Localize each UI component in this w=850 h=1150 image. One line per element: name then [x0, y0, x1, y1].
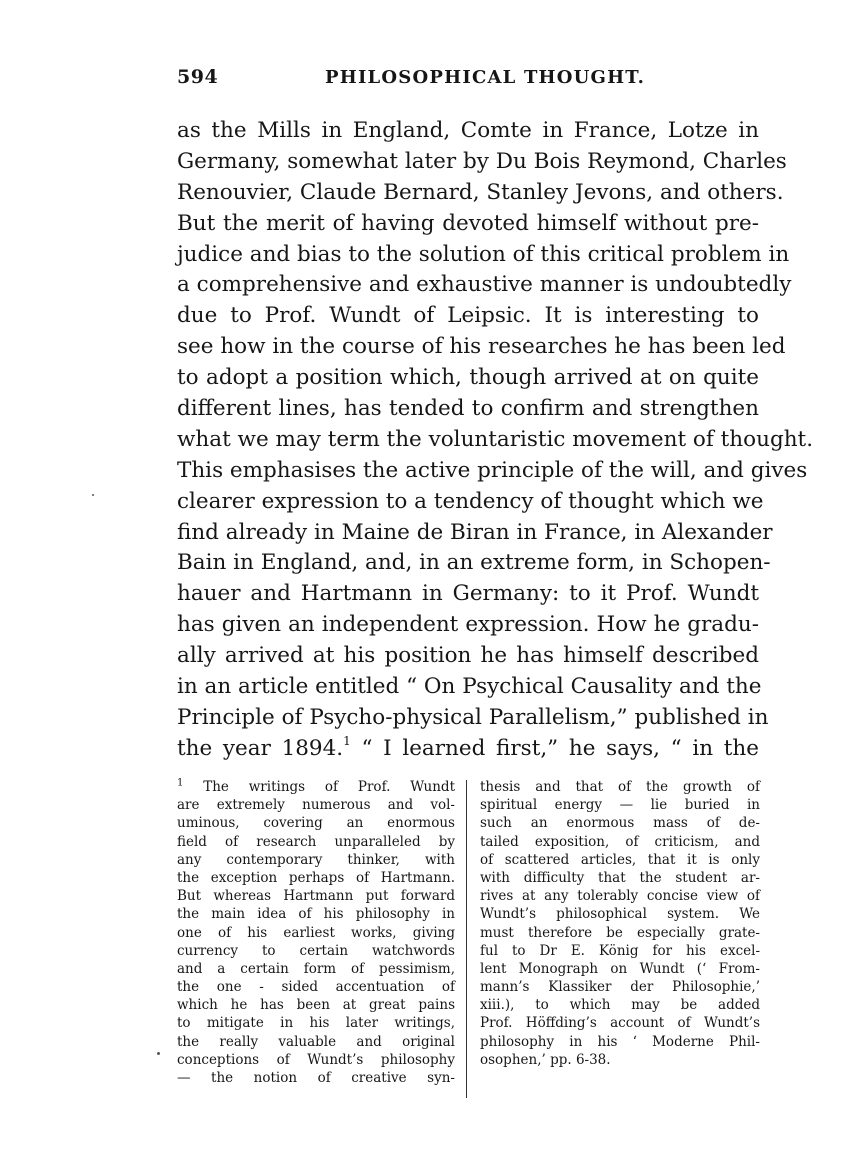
footnote-marker: 1	[177, 777, 184, 789]
text-line: due to Prof. Wundt of Leipsic. It is interesting to	[177, 303, 759, 329]
text-line: Renouvier, Claude Bernard, Stanley Jevons, and others.	[177, 179, 784, 205]
footnote-line: xiii.), to which may be added	[480, 997, 760, 1014]
footnote-line: and a certain form of pessimism,	[177, 960, 455, 977]
text-line: in an article entitled “ On Psychical Causality and the	[177, 674, 762, 700]
footnote-line: mann’s Klassiker der Philosophie,’	[480, 979, 760, 996]
footnote-line: But whereas Hartmann put forward	[177, 888, 455, 905]
footnote-line: lent Monograph on Wundt (‘ From-	[480, 960, 760, 977]
footnote-column-right	[480, 778, 760, 1069]
page-number: 594	[177, 66, 219, 88]
footnote-line: of scattered articles, that it is only	[480, 851, 760, 868]
text-line: has given an independent expression. How he gradu-	[177, 612, 759, 638]
print-speck	[157, 1052, 160, 1055]
footnote-line: must therefore be especially grate-	[480, 924, 760, 941]
footnote-area	[177, 778, 759, 1098]
text-segment: “ I learned first,” he says, “ in the	[350, 735, 759, 761]
main-text	[177, 116, 814, 765]
text-line: what we may term the voluntaristic movement of thought.	[177, 426, 814, 452]
text-line-last	[177, 734, 759, 765]
text-line: Germany, somewhat later by Du Bois Reymond, Charles	[177, 148, 787, 174]
text-line: judice and bias to the solution of this critical problem in	[177, 241, 790, 267]
footnote-column-left	[177, 778, 455, 1087]
footnote-line-last: osophen,’ pp. 6-38.	[480, 1051, 611, 1068]
footnote-line: any contemporary thinker, with	[177, 851, 455, 868]
footnote-line: to mitigate in his later writings,	[177, 1015, 455, 1032]
text-line: ally arrived at his position he has himself described	[177, 643, 759, 669]
footnote-line: conceptions of Wundt’s philosophy	[177, 1051, 455, 1068]
footnote-line: — the notion of creative syn-	[177, 1070, 455, 1086]
footnote-line: one of his earliest works, giving	[177, 924, 455, 941]
page-header	[177, 66, 759, 96]
footnote-line: philosophy in his ‘ Moderne Phil-	[480, 1033, 760, 1050]
footnote-line: the really valuable and original	[177, 1033, 455, 1050]
footnote-line-first	[177, 778, 455, 796]
footnote-text: The writings of Prof. Wundt	[183, 779, 455, 795]
footnote-line: uminous, covering an enormous	[177, 815, 455, 832]
footnote-reference[interactable]: 1	[343, 733, 351, 748]
text-line: find already in Maine de Biran in France, in Alexander	[177, 519, 773, 545]
footnote-line: tailed exposition, of criticism, and	[480, 833, 760, 850]
footnote-line: thesis and that of the growth of	[480, 779, 760, 795]
text-line: Principle of Psycho-physical Parallelism,” published in	[177, 704, 769, 730]
footnote-line: are extremely numerous and vol-	[177, 797, 455, 814]
footnote-line: such an enormous mass of de-	[480, 815, 760, 832]
text-line: But the merit of having devoted himself without pre-	[177, 210, 759, 236]
footnote-line: Wundt’s philosophical system. We	[480, 906, 760, 923]
footnote-line: Prof. Höffding’s account of Wundt’s	[480, 1015, 760, 1032]
footnote-line: currency to certain watchwords	[177, 942, 455, 959]
running-title: PHILOSOPHICAL THOUGHT.	[325, 67, 646, 88]
text-line: to adopt a position which, though arrived at on quite	[177, 365, 759, 391]
text-line: hauer and Hartmann in Germany: to it Prof. Wundt	[177, 581, 759, 607]
footnote-line: the exception perhaps of Hartmann.	[177, 869, 455, 886]
text-line: This emphasises the active principle of the will, and gives	[177, 457, 808, 483]
footnote-line: field of research unparalleled by	[177, 833, 455, 850]
text-line: as the Mills in England, Comte in France, Lotze in	[177, 118, 759, 143]
footnote-line: ful to Dr E. König for his excel-	[480, 942, 760, 959]
text-line: clearer expression to a tendency of thought which we	[177, 488, 764, 514]
footnote-line: spiritual energy — lie buried in	[480, 797, 760, 814]
footnote-line: with difficulty that the student ar-	[480, 869, 760, 886]
text-line: different lines, has tended to confirm and strengthen	[177, 396, 759, 422]
footnote-line: rives at any tolerably concise view of	[480, 888, 760, 905]
footnote-line: the main idea of his philosophy in	[177, 906, 455, 923]
text-line: a comprehensive and exhaustive manner is undoubtedly	[177, 272, 792, 298]
print-speck	[92, 494, 94, 496]
footnote-line: which he has been at great pains	[177, 997, 455, 1014]
text-line: see how in the course of his researches he has been led	[177, 334, 786, 360]
footnote-line: the one - sided accentuation of	[177, 979, 455, 996]
text-segment: the year 1894.	[177, 735, 344, 761]
column-divider	[466, 780, 467, 1098]
text-line: Bain in England, and, in an extreme form, in Schopen-	[177, 550, 771, 576]
